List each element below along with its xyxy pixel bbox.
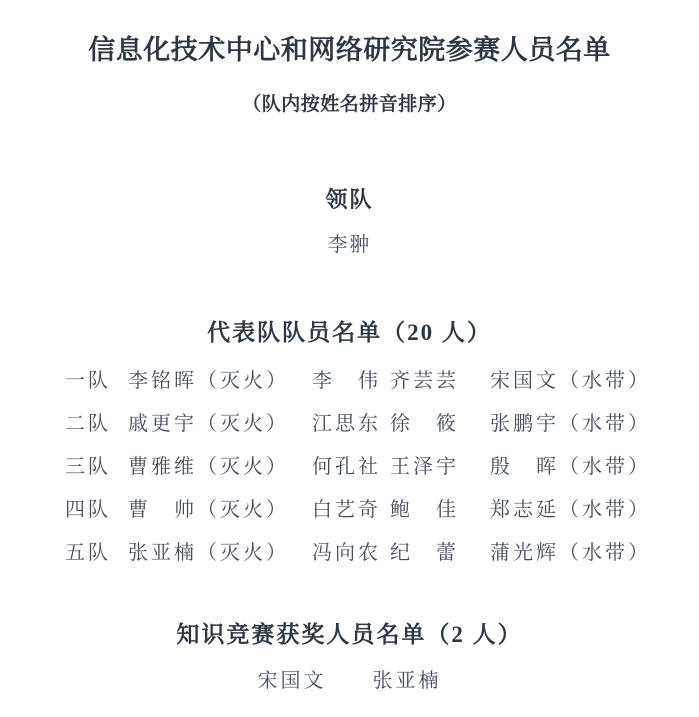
team-member-3: 齐芸芸 xyxy=(390,370,459,392)
team-row-2 xyxy=(0,411,699,437)
team-row-4 xyxy=(0,497,699,523)
team-member-4: 宋国文（水带） xyxy=(490,370,651,392)
team-member-2: 冯向农 xyxy=(312,542,381,564)
team-member-4: 郑志延（水带） xyxy=(490,499,651,521)
team-label: 二队 xyxy=(65,413,111,435)
team-member-3: 纪 蕾 xyxy=(390,542,459,564)
team-member-3: 王泽宇 xyxy=(390,456,459,478)
team-member-4: 蒲光辉（水带） xyxy=(490,542,651,564)
team-member-2: 白艺奇 xyxy=(312,499,381,521)
team-member-1: 李铭晖（灭火） xyxy=(128,370,289,392)
award-section-heading: 知识竞赛获奖人员名单（2 人） xyxy=(176,622,523,647)
team-label: 一队 xyxy=(65,370,111,392)
team-member-4: 殷 晖（水带） xyxy=(490,456,651,478)
team-roster-list xyxy=(0,368,699,566)
team-member-1: 曹雅维（灭火） xyxy=(128,456,289,478)
team-member-3: 徐 筱 xyxy=(390,413,459,435)
team-member-2: 江思东 xyxy=(312,413,381,435)
team-member-1: 曹 帅（灭火） xyxy=(128,499,289,521)
leader-section-heading: 领队 xyxy=(325,187,374,212)
leader-name: 李翀 xyxy=(327,234,372,256)
document-title: 信息化技术中心和网络研究院参赛人员名单 xyxy=(88,35,611,65)
team-member-4: 张鹏宇（水带） xyxy=(490,413,651,435)
team-member-3: 鲍 佳 xyxy=(390,499,459,521)
document-subtitle: （队内按姓名拼音排序） xyxy=(242,94,457,115)
team-row-1 xyxy=(0,368,699,394)
award-winner-names: 宋国文 张亚楠 xyxy=(257,670,442,692)
team-member-1: 戚更宇（灭火） xyxy=(128,413,289,435)
team-label: 四队 xyxy=(65,499,111,521)
team-roster-heading: 代表队队员名单（20 人） xyxy=(207,320,492,345)
team-row-5 xyxy=(0,540,699,566)
team-label: 五队 xyxy=(65,542,111,564)
team-label: 三队 xyxy=(65,456,111,478)
team-row-3 xyxy=(0,454,699,480)
team-member-2: 何孔社 xyxy=(312,456,381,478)
team-member-2: 李 伟 xyxy=(312,370,381,392)
team-member-1: 张亚楠（灭火） xyxy=(128,542,289,564)
